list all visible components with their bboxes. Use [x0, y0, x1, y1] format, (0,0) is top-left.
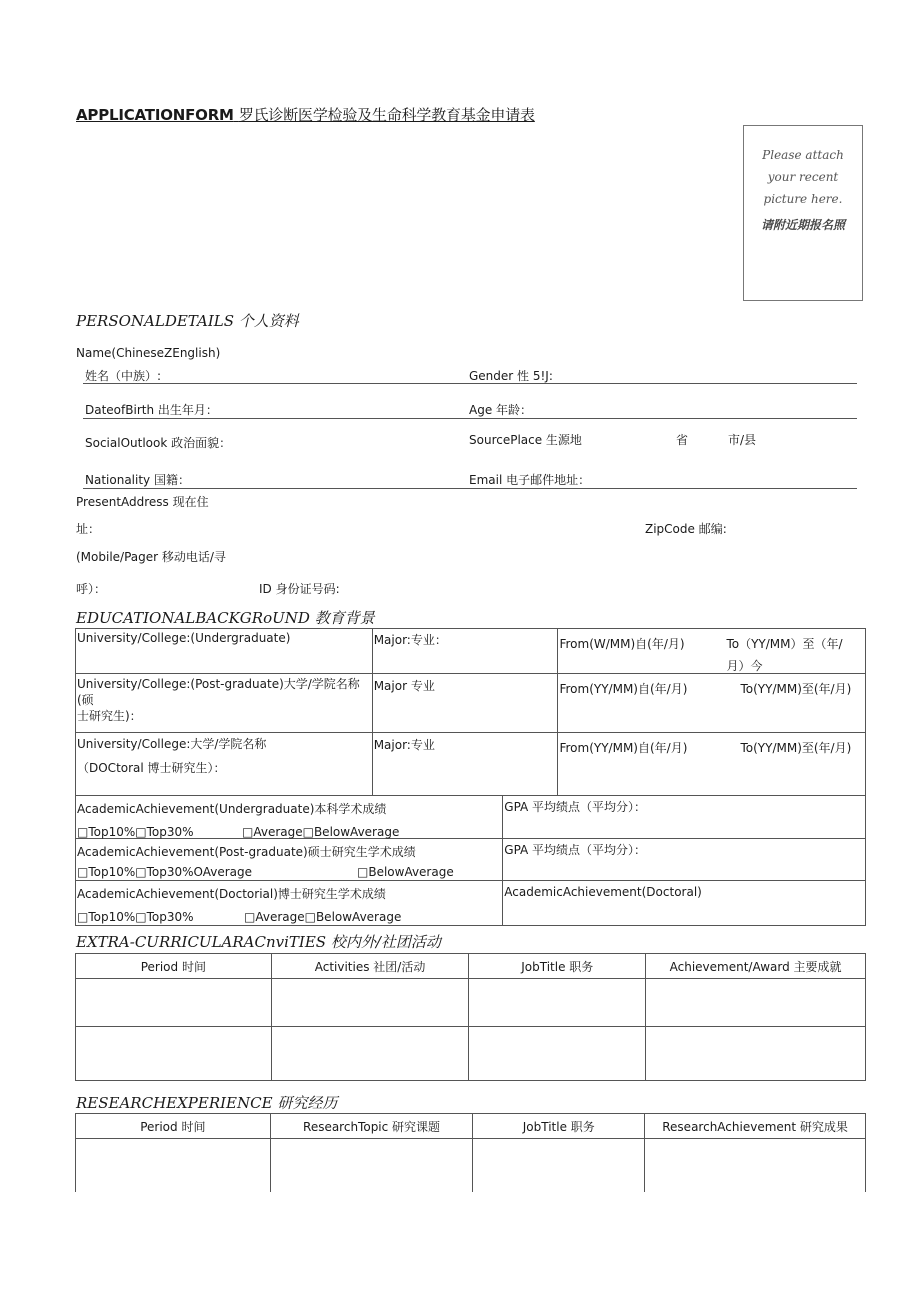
id-number-field[interactable]: ID 身份证号码: [259, 582, 340, 596]
table-header-row [76, 1114, 866, 1139]
major-cell[interactable]: Major:专业 [372, 733, 558, 796]
rank-options[interactable]: □Top10%□Top30%OAverage [77, 865, 253, 879]
table-row [76, 881, 866, 926]
zipcode-field[interactable]: ZipCode 邮编: [645, 522, 727, 536]
table-row [76, 979, 866, 1027]
table-row [76, 839, 866, 881]
social-outlook-field[interactable]: SocialOutlook 政治面貌： [85, 436, 232, 450]
research-heading: RESEARCHEXPERIENCE 研究经历 [76, 1094, 338, 1112]
job-title-cell[interactable] [469, 1027, 646, 1081]
rank-options[interactable]: □Top10%□Top30% [77, 910, 194, 924]
table-row [76, 796, 866, 839]
extracurricular-heading: EXTRA-CURRICULARACnviTIES 校内外/社团活动 [76, 933, 441, 951]
form-title [76, 104, 535, 125]
gpa-postgraduate-cell[interactable]: GPA 平均绩点（平均分）： [503, 839, 866, 881]
column-header: Activities 社团/活动 [271, 954, 469, 979]
photo-hint-cn: 请附近期报名照 [760, 218, 845, 232]
email-field[interactable]: Email 电子邮件地址： [469, 473, 591, 487]
personal-details-heading: PERSONALDETAILS 个人资料 [76, 312, 299, 330]
nationality-field[interactable]: Nationality 国籍： [85, 473, 190, 487]
table-row [76, 1027, 866, 1081]
form-title-en: APPLICATIONFORM [76, 106, 234, 124]
period-cell[interactable] [76, 1139, 271, 1193]
achievement-cell[interactable] [646, 979, 866, 1027]
column-header: Period 时间 [76, 1114, 271, 1139]
rank-options[interactable]: □BelowAverage [357, 865, 454, 879]
extracurricular-table [75, 953, 866, 1081]
academic-achievement-table [75, 795, 866, 926]
table-header-row [76, 954, 866, 979]
age-field[interactable]: Age 年龄： [469, 403, 533, 417]
period-cell[interactable]: From(YY/MM)自(年/月) To(YY/MM)至(年/月) [558, 674, 866, 733]
university-postgraduate-cell[interactable]: University/College:(Post-graduate)大学/学院名称(硕 士研究生)： [76, 674, 373, 733]
province-label: 省 [676, 433, 689, 447]
gender-field[interactable]: Gender 性 5!J: [469, 369, 553, 383]
mobile-label-line1: (Mobile/Pager 移动电话/寻 [76, 550, 226, 564]
photo-hint-line3: picture here. [763, 192, 843, 206]
name-cn-field[interactable]: 姓名（中族）: [85, 369, 162, 383]
divider [83, 418, 857, 419]
achievement-cell[interactable] [646, 1027, 866, 1081]
divider [83, 488, 857, 489]
table-row [76, 1139, 866, 1193]
column-header: JobTitle 职务 [473, 1114, 645, 1139]
achievement-doctoral-cell[interactable]: AcademicAchievement(Doctorial)博士研究生学术成绩 □Top10%□Top30% □Average□BelowAverage [76, 881, 503, 926]
city-label: 市/县 [728, 433, 757, 447]
period-cell[interactable] [76, 979, 272, 1027]
activities-cell[interactable] [271, 979, 469, 1027]
university-doctoral-cell[interactable]: University/College:大学/学院名称 （DOCtoral 博士研究生）： [76, 733, 373, 796]
activities-cell[interactable] [271, 1027, 469, 1081]
photo-attachment-box[interactable] [743, 125, 863, 301]
photo-hint-line2: your recent [767, 170, 839, 184]
achievement-postgraduate-cell[interactable]: AcademicAchievement(Post-graduate)硕士研究生学术成绩 □Top10%□Top30%OAverage □BelowAverage [76, 839, 503, 881]
achievement-doctoral-right-cell[interactable]: AcademicAchievement(Doctoral) [503, 881, 866, 926]
rank-options[interactable]: □Top10%□Top30% [77, 825, 194, 839]
column-header: Achievement/Award 主要成就 [646, 954, 866, 979]
job-title-cell[interactable] [469, 979, 646, 1027]
table-row [76, 674, 866, 733]
university-undergraduate-cell[interactable]: University/College:(Undergraduate) [76, 629, 373, 674]
form-title-cn: 罗氏诊断医学检验及生命科学教育基金申请表 [238, 106, 535, 124]
address-label-line1: PresentAddress 现在住 [76, 495, 209, 509]
rank-options[interactable]: □Average□BelowAverage [244, 910, 402, 924]
gpa-undergraduate-cell[interactable]: GPA 平均绩点（平均分）： [503, 796, 866, 839]
rank-options[interactable]: □Average□BelowAverage [242, 825, 400, 839]
source-place-field[interactable]: SourcePlace 生源地 [469, 433, 582, 447]
job-title-cell[interactable] [473, 1139, 645, 1193]
photo-hint-line1: Please attach [762, 148, 844, 162]
dob-field[interactable]: DateofBirth 出生年月： [85, 403, 218, 417]
research-topic-cell[interactable] [270, 1139, 473, 1193]
name-label: Name(ChineseZEnglish) [76, 346, 221, 360]
period-cell[interactable] [76, 1027, 272, 1081]
period-cell[interactable]: From(YY/MM)自(年/月) To(YY/MM)至(年/月) [558, 733, 866, 796]
divider [83, 383, 857, 384]
mobile-field[interactable]: 呼）： [76, 582, 107, 596]
column-header: Period 时间 [76, 954, 272, 979]
major-cell[interactable]: Major 专业 [372, 674, 558, 733]
table-row [76, 629, 866, 674]
table-row [76, 733, 866, 796]
achievement-undergraduate-cell[interactable]: AcademicAchievement(Undergraduate)本科学术成绩 □Top10%□Top30% □Average□BelowAverage [76, 796, 503, 839]
research-achievement-cell[interactable] [645, 1139, 866, 1193]
research-table [75, 1113, 866, 1192]
column-header: JobTitle 职务 [469, 954, 646, 979]
column-header: ResearchAchievement 研究成果 [645, 1114, 866, 1139]
column-header: ResearchTopic 研究课题 [270, 1114, 473, 1139]
major-cell[interactable]: Major:专业： [372, 629, 558, 674]
education-table [75, 628, 866, 796]
period-cell[interactable]: From(W/MM)自(年/月) To（YY/MM）至（年/ 月）今 [558, 629, 866, 674]
research-table-wrapper [75, 1113, 867, 1192]
address-field[interactable]: 址： [76, 522, 101, 536]
education-heading: EDUCATIONALBACKGRoUND 教育背景 [76, 609, 375, 627]
